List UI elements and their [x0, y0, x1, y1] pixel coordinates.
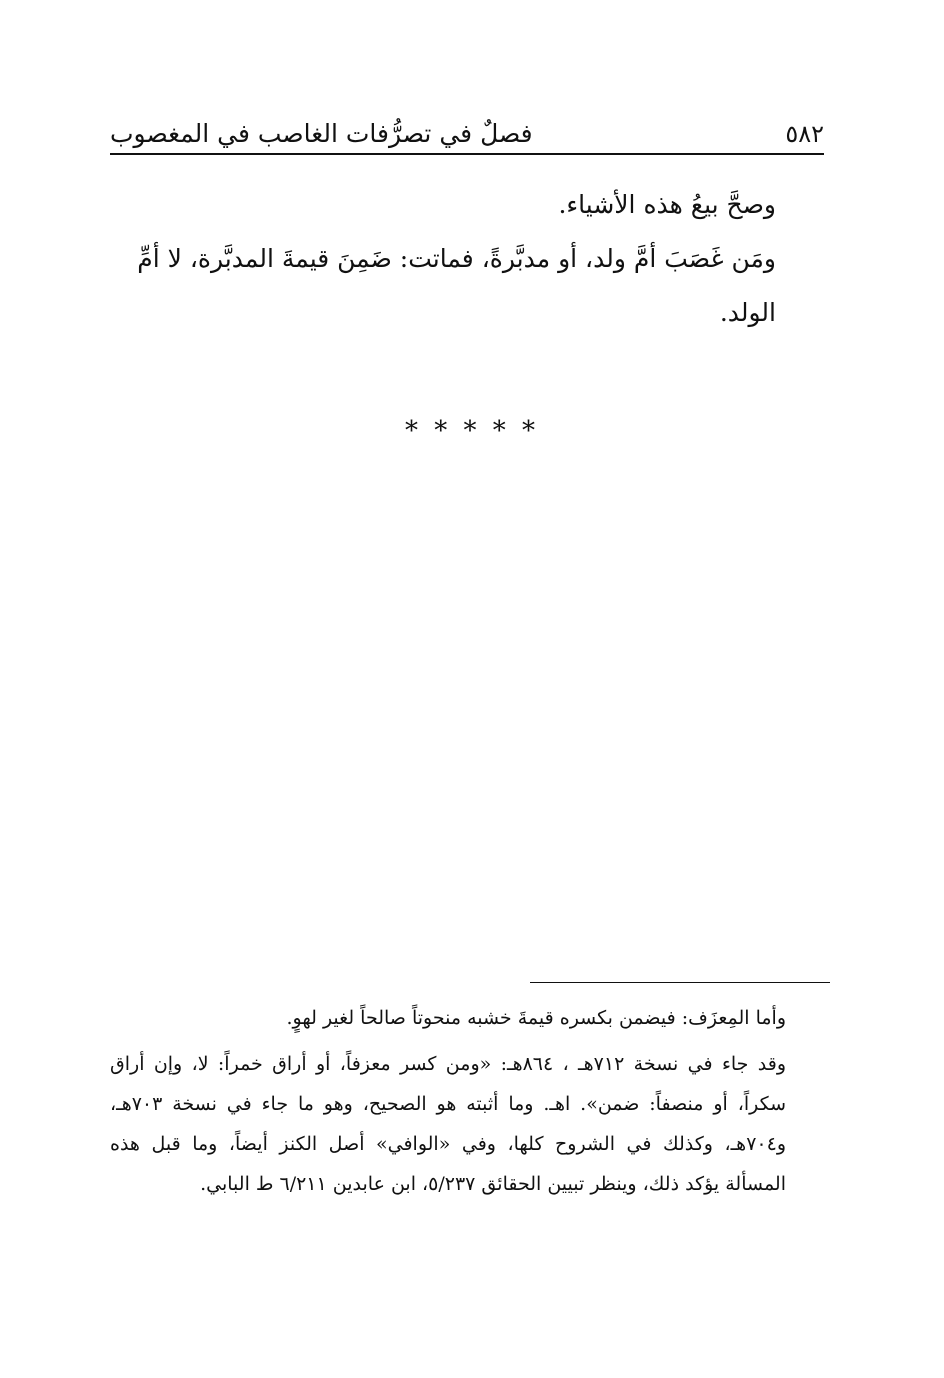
section-separator: * * * * * [404, 416, 540, 446]
footnote-paragraph: وقد جاء في نسخة ٧١٢هـ ، ٨٦٤هـ: «ومن كسر معزفاً، أو أراق خمراً: لا، وإن أراق سكراً، أو منصفاً: ضمن». اهـ. وما أثبته هو الصحيح، وهو ما جاء في نسخة ٧٠٣هـ، و٧٠٤هـ، وكذلك في الشروح كلها، وفي «الوافي» أصل الكنز أيضاً، وما قبل هذه المسألة يؤكد ذلك، وينظر تبيين الحقائق ٥/٢٣٧، ابن عابدين ٦/٢١١ ط البابي. [110, 1053, 787, 1195]
running-title: فصلٌ في تصرُّفات الغاصب في المغصوب [110, 119, 533, 148]
footnote-rule [530, 982, 830, 983]
page-header [110, 108, 824, 152]
footnote-paragraph: وأما المِعزَف: فيضمن بكسره قيمةَ خشبه منحوتاً صالحاً لغير لهوٍ. [286, 1007, 786, 1029]
footnotes [110, 998, 830, 1204]
header-rule [110, 153, 824, 155]
page-number: ٥٨٢ [785, 120, 824, 148]
body-paragraph: ومَن غَصَبَ أمَّ ولد، أو مدبَّرةً، فماتت: ضَمِنَ قيمةَ المدبَّرة، لا أمِّ الولد. [137, 244, 776, 327]
body-paragraph: وصحَّ بيعُ هذه الأشياء. [558, 190, 776, 219]
main-text [108, 178, 824, 340]
